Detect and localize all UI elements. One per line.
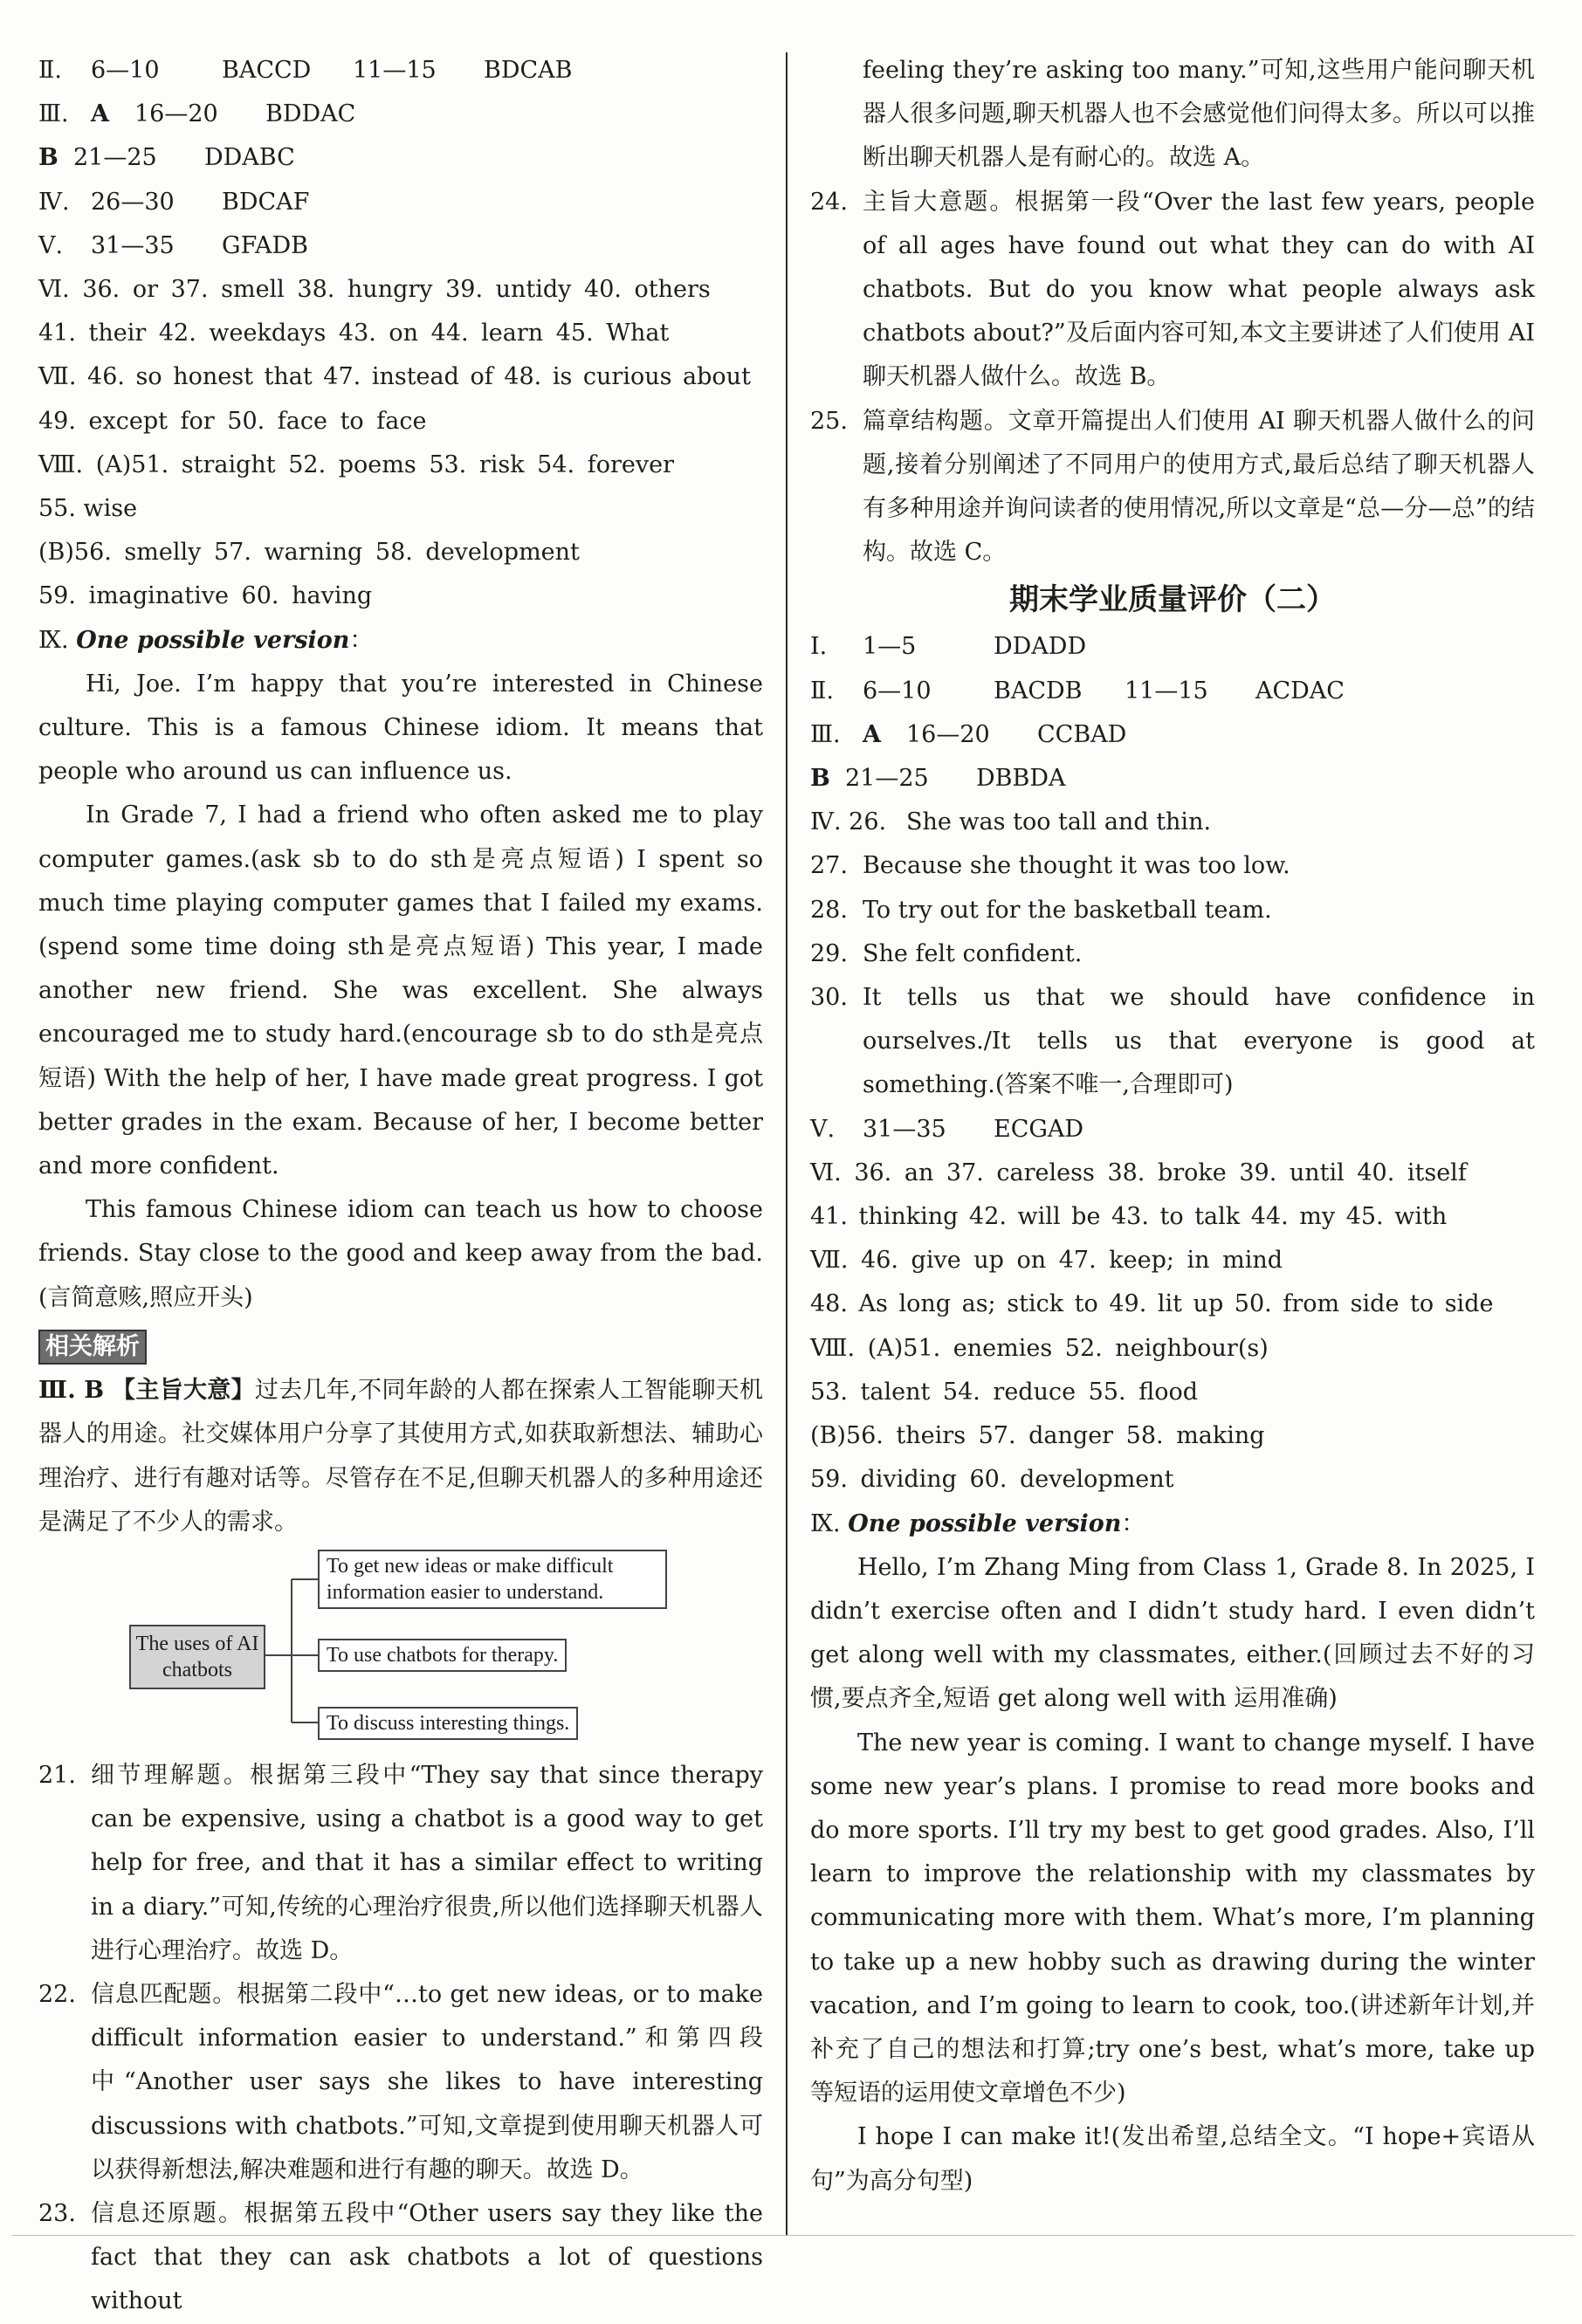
vocab-line: Ⅵ. 36. or 37. smell 38. hungry 39. untidy 40. others [38,276,711,304]
short-answer: 30. It tells us that we should have confidence in ourselves./It tells us that everyone is good at something.(答案不唯一,合理即可) [810,984,1535,1099]
explanation-item: 24. 主旨大意题。根据第一段“Over the last few years, people of all ages have found out what they can do with AI chatbots. But do you know what people always ask chatbots about?”及后面内容可知,本文主要讲述了人们使用 AI 聊天机器人做什么。故选 B。 [810,188,1535,391]
essay-paragraph: Hi, Joe. I’m happy that you’re interested in Chinese culture. This is a famous Chinese idiom. It means that people who around us can influence us. [38,670,763,786]
explanation-continuation: feeling they’re asking too many.”可知,这些用户能问聊天机器人很多问题,聊天机器人也不会感觉他们问得太多。所以可以推断出聊天机器人是有耐心的。故选 A。 [863,57,1535,172]
mind-map [38,1548,763,1749]
vocab-line: 53. talent 54. reduce 55. flood [810,1378,1198,1406]
mind-map-branch: To use chatbots for therapy. [318,1639,567,1672]
answer-line: Ⅳ. 26—30 BDCAF [38,188,310,216]
essay-paragraph: In Grade 7, I had a friend who often asked me to play computer games.(ask sb to do sth是亮点短语) I spent so much time playing computer games that I failed my exams.(spend some time doing sth是亮点短语) This year, I made another new friend. She was excellent. She always encouraged me to study hard.(encourage sb to do sth是亮点短语) With the help of her, I have made great progress. I got better grades in the exam. Because of her, I become better and more confident. [38,801,763,1180]
writing-heading: Ⅸ. One possible version： [810,1509,1145,1537]
writing-heading: Ⅸ. One possible version： [38,626,374,654]
column-divider [786,52,788,2235]
vocab-line: Ⅶ. 46. so honest that 47. instead of 48. is curious about [38,363,751,391]
explanation-item: 25. 篇章结构题。文章开篇提出人们使用 AI 聊天机器人做什么的问题,接着分别阐述了不同用户的使用方式,最后总结了聊天机器人有多种用途并询问读者的使用情况,所以文章是“总—分—总”的结构。故选 C。 [810,407,1535,567]
answer-line: B 21—25 DBBDA [810,765,1066,793]
short-answer: Ⅳ. 26. She was too tall and thin. [810,808,1212,836]
short-answer: 29. She felt confident. [810,939,1083,967]
section-title: 期末学业质量评价（二） [1009,582,1336,618]
essay-paragraph: The new year is coming. I want to change myself. I have some new year’s plans. I promise to read more books and do more sports. I’ll try my best to get good grades. Also, I’ll learn to improve the relationship with my classmates by communicating more with them. What’s more, I’m planning to take up a new hobby such as drawing during the winter vacation, and I’m going to learn to cook, too.(讲述新年计划,并补充了自己的想法和打算;try one’s best, what’s more, take up 等短语的运用使文章增色不少) [810,1729,1535,2107]
essay-paragraph: This famous Chinese idiom can teach us how to choose friends. Stay close to the good and keep away from the bad.(言简意赅,照应开头) [38,1196,763,1311]
answer-line: Ⅲ. A 16—20 CCBAD [810,720,1127,748]
vocab-line: Ⅵ. 36. an 37. careless 38. broke 39. until 40. itself [810,1159,1467,1186]
analysis-tag-line [38,1325,763,1369]
vocab-line: 41. their 42. weekdays 43. on 44. learn 45. What [38,320,670,347]
vocab-line: 59. imaginative 60. having [38,582,373,610]
essay-paragraph: I hope I can make it!(发出希望,总结全文。“I hope+宾语从句”为高分句型) [810,2123,1535,2195]
vocab-line: 59. dividing 60. development [810,1466,1174,1494]
answer-line: Ⅱ. 6—10 BACDB 11—15 ACDAC [810,677,1345,705]
answer-line: Ⅴ. 31—35 ECGAD [810,1115,1084,1143]
left-column [38,49,763,2324]
analysis-summary: Ⅲ. B 【主旨大意】过去几年,不同年龄的人都在探索人工智能聊天机器人的用途。社交媒体用户分享了其使用方式,如获取新想法、辅助心理治疗、进行有趣对话等。尽管存在不足,但聊天机器人的多种用途还是满足了不少人的需求。 [38,1377,763,1536]
mind-map-branch: To discuss interesting things. [318,1707,578,1740]
essay-paragraph: Hello, I’m Zhang Ming from Class 1, Grade 8. In 2025, I didn’t exercise often and I didn’t study hard. I even didn’t get along well with my classmates, either.(回顾过去不好的习惯,要点齐全,短语 get along well with 运用准确) [810,1553,1535,1713]
analysis-tag: 相关解析 [38,1330,147,1365]
short-answer: 27. Because she thought it was too low. [810,852,1290,880]
explanation-item: 21. 细节理解题。根据第三段中“They say that since therapy can be expensive, using a chatbot is a good way to get help for free, and that it has a similar effect to writing in a diary.”可知,传统的心理治疗很贵,所以他们选择聊天机器人进行心理治疗。故选 D。 [38,1761,763,1964]
answer-line: B 21—25 DDABC [38,144,295,172]
answer-line: Ⅰ. 1—5 DDADD [810,633,1087,661]
vocab-line: (B)56. theirs 57. danger 58. making [810,1422,1265,1450]
vocab-line: Ⅷ. (A)51. straight 52. poems 53. risk 54. forever [38,450,674,478]
vocab-line: Ⅷ. (A)51. enemies 52. neighbour(s) [810,1334,1269,1362]
answer-line: Ⅴ. 31—35 GFADB [38,231,308,259]
mind-map-root: The uses of AI chatbots [129,1625,265,1689]
right-column [810,49,1535,2204]
answer-line: Ⅲ. A 16—20 BDDAC [38,100,356,128]
vocab-line: 49. except for 50. face to face [38,407,427,435]
mind-map-branch: To get new ideas or make difficult information easier to understand. [318,1550,667,1609]
vocab-line: 55. wise [38,495,138,523]
explanation-item: 23. 信息还原题。根据第五段中“Other users say they like the fact that they can ask chatbots a lot of questions without [38,2199,763,2315]
answer-line: Ⅱ. 6—10 BACCD 11—15 BDCAB [38,57,573,84]
short-answer: 28. To try out for the basketball team. [810,896,1272,924]
vocab-line: 48. As long as; stick to 49. lit up 50. from side to side [810,1290,1494,1318]
vocab-line: (B)56. smelly 57. warning 58. development [38,539,580,567]
explanation-item: 22. 信息匹配题。根据第二段中“…to get new ideas, or to make difficult information easier to understand.”和第四段中“Another user says she likes to have interesting discussions with chatbots.”可知,文章提到使用聊天机器人可以获得新想法,解决难题和进行有趣的聊天。故选 D。 [38,1980,763,2183]
vocab-line: Ⅶ. 46. give up on 47. keep; in mind [810,1247,1283,1275]
vocab-line: 41. thinking 42. will be 43. to talk 44. my 45. with [810,1203,1448,1231]
